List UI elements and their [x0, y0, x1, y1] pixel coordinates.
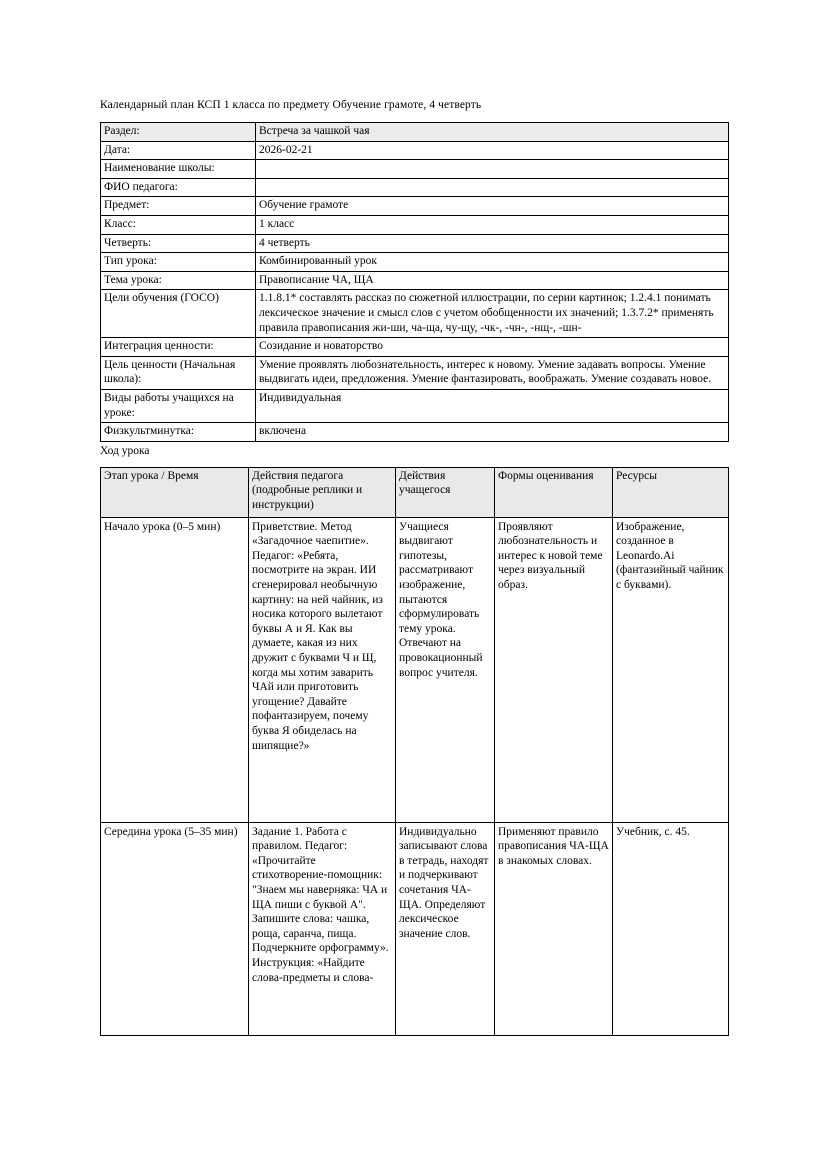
column-header-resources: Ресурсы	[613, 467, 729, 517]
info-label: ФИО педагога:	[101, 178, 256, 197]
column-header-stage: Этап урока / Время	[101, 467, 249, 517]
info-value	[256, 178, 729, 197]
info-label: Раздел:	[101, 123, 256, 142]
table-row	[101, 389, 729, 422]
lesson-flow-heading: Ход урока	[100, 444, 150, 457]
cell-assessment: Применяют правило правописания ЧА-ЩА в знакомых словах.	[495, 822, 613, 1035]
info-value: включена	[256, 423, 729, 442]
cell-stage: Начало урока (0–5 мин)	[101, 517, 249, 822]
info-value: Комбинированный урок	[256, 253, 729, 272]
table-row	[101, 822, 729, 1035]
lesson-info-table	[100, 122, 729, 442]
info-label: Класс:	[101, 215, 256, 234]
lesson-flow-body	[101, 517, 729, 1035]
info-label: Тема урока:	[101, 271, 256, 290]
table-row	[101, 253, 729, 272]
table-row	[101, 356, 729, 389]
lesson-info-body	[101, 123, 729, 442]
info-value: 2026-02-21	[256, 141, 729, 160]
info-label: Наименование школы:	[101, 160, 256, 179]
column-header-student-actions: Действия учащегося	[396, 467, 495, 517]
column-header-teacher-actions: Действия педагога (подробные реплики и инструкции)	[249, 467, 396, 517]
info-label: Цель ценности (Начальная школа):	[101, 356, 256, 389]
cell-resources: Изображение, созданное в Leonardo.Ai (фантазийный чайник с буквами).	[613, 517, 729, 822]
page-title: Календарный план КСП 1 класса по предмету Обучение грамоте, 4 четверть	[100, 99, 482, 111]
table-row	[101, 197, 729, 216]
info-label: Предмет:	[101, 197, 256, 216]
cell-assessment: Проявляют любознательность и интерес к новой теме через визуальный образ.	[495, 517, 613, 822]
cell-student-actions: Индивидуально записывают слова в тетрадь, находят и подчеркивают сочетания ЧА-ЩА. Определяют лексическое значение слов.	[396, 822, 495, 1035]
table-row	[101, 215, 729, 234]
table-row	[101, 141, 729, 160]
info-value: Встреча за чашкой чая	[256, 123, 729, 142]
table-row	[101, 517, 729, 822]
info-value: 4 четверть	[256, 234, 729, 253]
cell-stage: Середина урока (5–35 мин)	[101, 822, 249, 1035]
column-header-assessment: Формы оценивания	[495, 467, 613, 517]
info-label: Цели обучения (ГОСО)	[101, 290, 256, 338]
info-value: Обучение грамоте	[256, 197, 729, 216]
info-label: Тип урока:	[101, 253, 256, 272]
cell-teacher-actions: Задание 1. Работа с правилом. Педагог: «Прочитайте стихотворение-помощник: "Знаем мы наверняка: ЧА и ЩА пиши с буквой А". Запишите слова: чашка, роща, саранча, пища. Подчеркните орфограмму». Инструкция: «Найдите слова-предметы и слова-	[249, 822, 396, 1035]
lesson-flow-head	[101, 467, 729, 517]
info-label: Физкультминутка:	[101, 423, 256, 442]
cell-student-actions: Учащиеся выдвигают гипотезы, рассматривают изображение, пытаются сформулировать тему урока. Отвечают на провокационный вопрос учителя.	[396, 517, 495, 822]
table-row	[101, 123, 729, 142]
table-header-row	[101, 467, 729, 517]
info-value: Созидание и новаторство	[256, 338, 729, 357]
table-row	[101, 290, 729, 338]
info-label: Дата:	[101, 141, 256, 160]
document-content	[100, 98, 728, 1036]
table-row	[101, 160, 729, 179]
table-row	[101, 178, 729, 197]
table-row	[101, 423, 729, 442]
info-value: Индивидуальная	[256, 389, 729, 422]
info-value: Правописание ЧА, ЩА	[256, 271, 729, 290]
table-row	[101, 234, 729, 253]
info-value: Умение проявлять любознательность, интерес к новому. Умение задавать вопросы. Умение выдвигать идеи, предложения. Умение фантазировать, воображать. Умение создавать новое.	[256, 356, 729, 389]
cell-teacher-actions: Приветствие. Метод «Загадочное чаепитие». Педагог: «Ребята, посмотрите на экран. ИИ сгенерировал необычную картину: на ней чайник, из носика которого вылетают буквы А и Я. Как вы думаете, какая из них дружит с буквами Ч и Щ, когда мы хотим заварить ЧАй или приготовить угощение? Давайте пофантазируем, почему буква Я обиделась на шипящие?»	[249, 517, 396, 822]
info-label: Виды работы учащихся на уроке:	[101, 389, 256, 422]
lesson-flow-table	[100, 467, 729, 1036]
info-label: Четверть:	[101, 234, 256, 253]
info-value: 1.1.8.1* составлять рассказ по сюжетной иллюстрации, по серии картинок; 1.2.4.1 понимать лексическое значение и смысл слов с учетом обобщенности их значений; 1.3.7.2* применять правила правописания жи-ши, ча-ща, чу-щу, -чк-, -чн-, -нщ-, -шн-	[256, 290, 729, 338]
cell-resources: Учебник, с. 45.	[613, 822, 729, 1035]
table-row	[101, 338, 729, 357]
info-value	[256, 160, 729, 179]
info-value: 1 класс	[256, 215, 729, 234]
info-label: Интеграция ценности:	[101, 338, 256, 357]
table-row	[101, 271, 729, 290]
